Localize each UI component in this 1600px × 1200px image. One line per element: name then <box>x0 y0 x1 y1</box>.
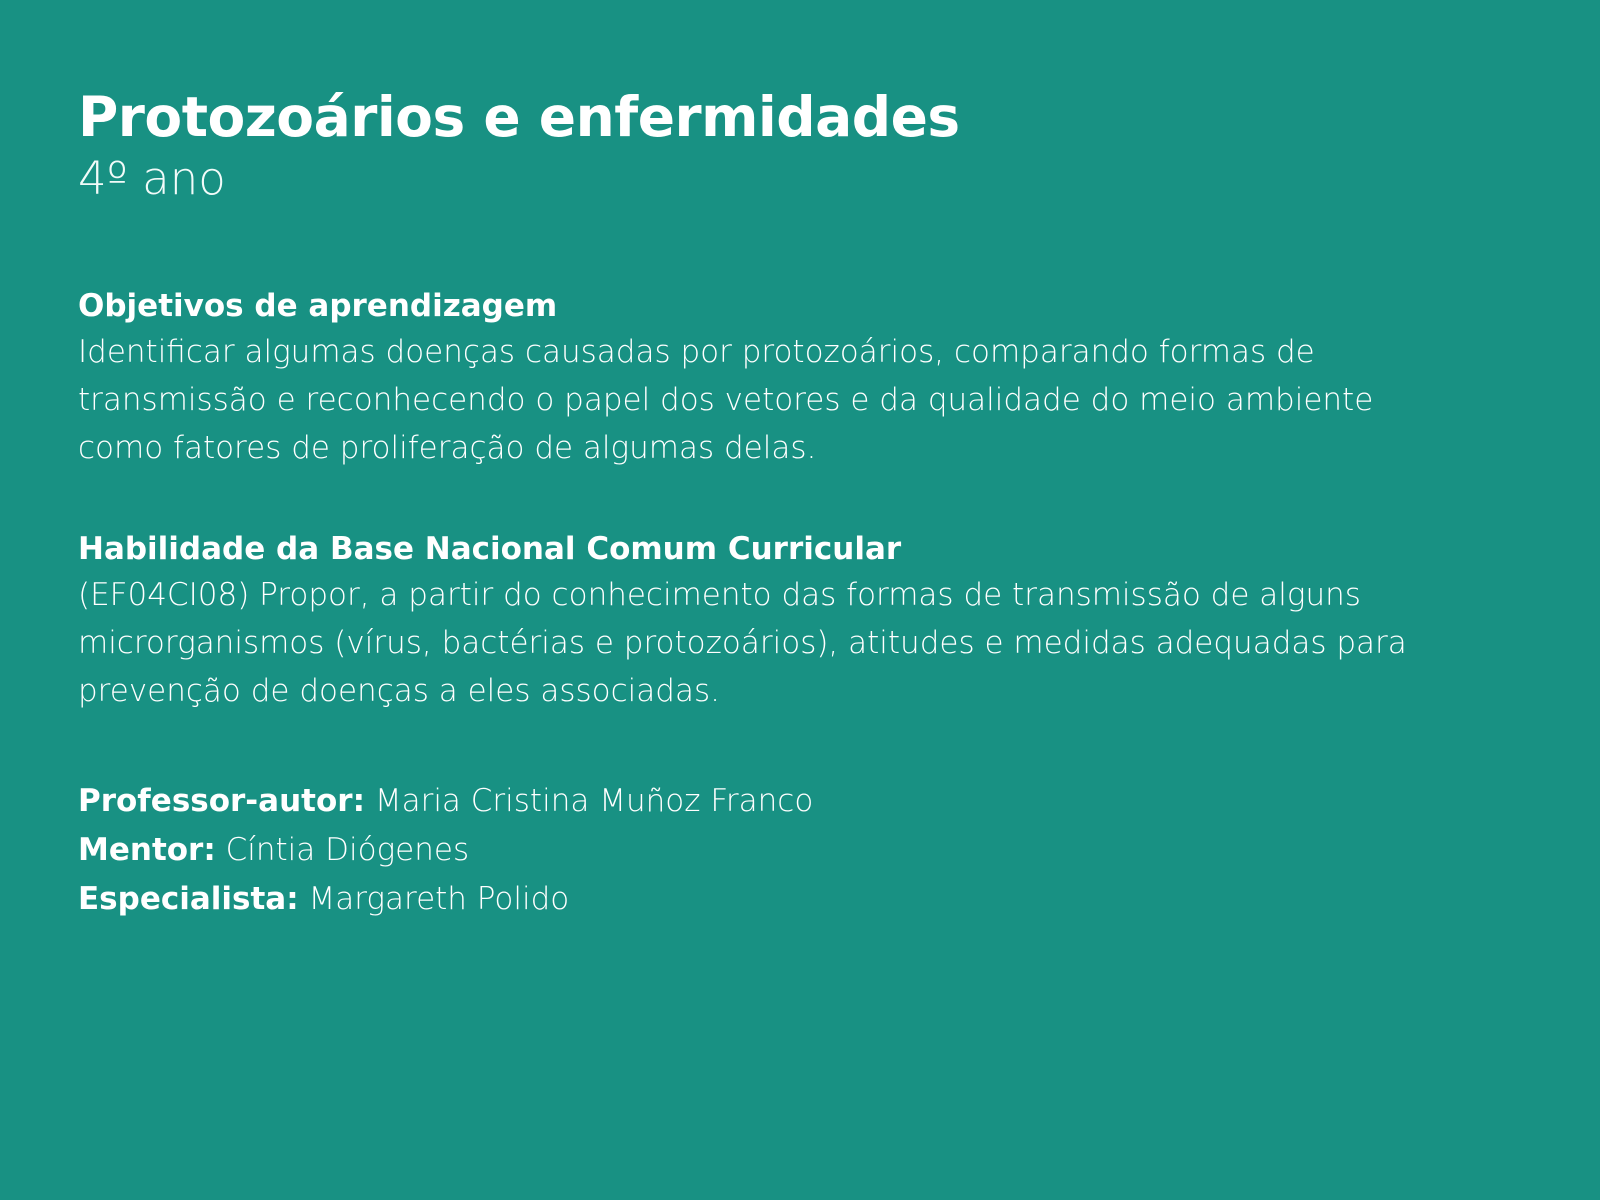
page-subtitle: 4º ano <box>78 152 226 206</box>
credit-line-mentor <box>78 826 1480 875</box>
page-title: Protozoários e enfermidades <box>78 85 960 149</box>
credit-label: Mentor: <box>78 831 216 868</box>
credit-value: Cíntia Diógenes <box>225 831 470 868</box>
credits-block <box>78 777 1480 924</box>
credit-line-specialist <box>78 875 1480 924</box>
credit-value: Maria Cristina Muñoz Franco <box>374 782 814 819</box>
credit-line-author <box>78 777 1480 826</box>
credit-label: Professor-autor: <box>78 782 365 819</box>
section-body: Identificar algumas doenças causadas por protozoários, comparando formas de transmissão e reconhecendo o papel dos vetores e da qualidade do meio ambiente como fatores de proliferação de algumas delas. <box>78 333 1374 466</box>
credit-label: Especialista: <box>78 880 299 917</box>
section-bncc-skill <box>78 530 1480 715</box>
credit-value: Margareth Polido <box>308 880 570 917</box>
section-heading: Habilidade da Base Nacional Comum Curricular <box>78 531 902 568</box>
section-heading: Objetivos de aprendizagem <box>78 288 558 325</box>
section-learning-objectives <box>78 287 1480 472</box>
section-body: (EF04CI08) Propor, a partir do conhecimento das formas de transmissão de alguns microrganismos (vírus, bactérias e protozoários), atitudes e medidas adequadas para prevenção de doenças a eles associadas. <box>78 576 1407 709</box>
